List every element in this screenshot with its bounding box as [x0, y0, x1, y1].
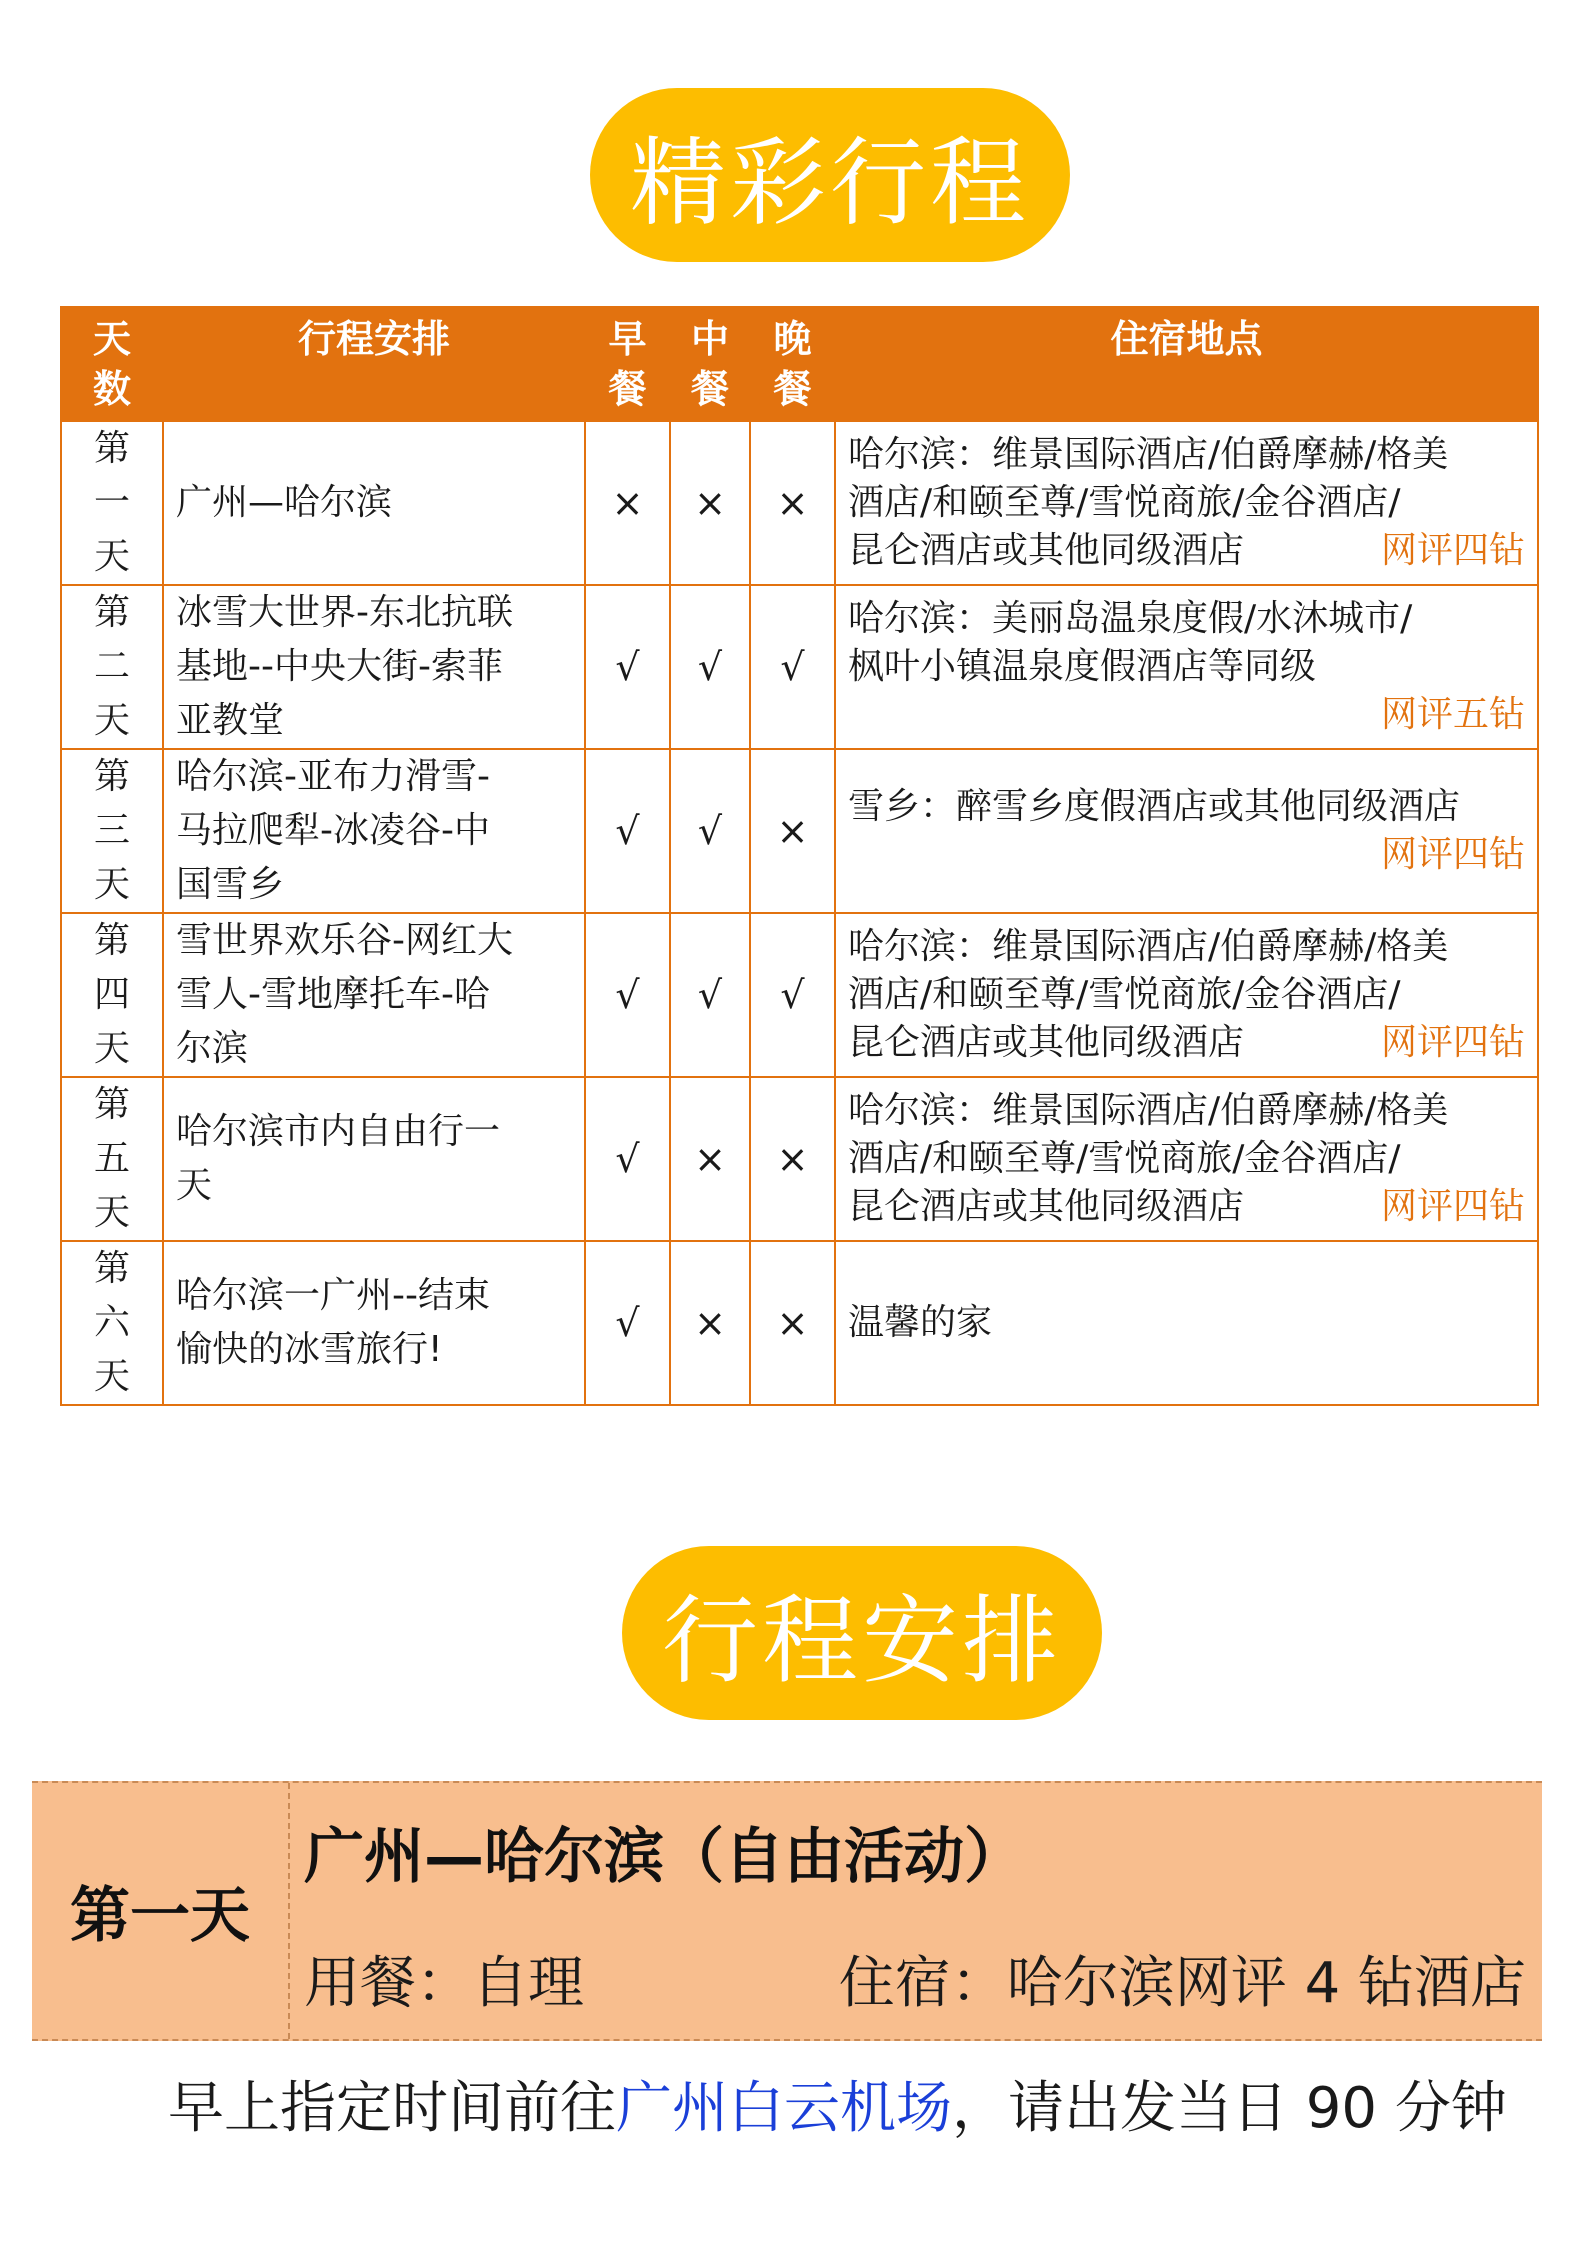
- hotel-cell: 哈尔滨：美丽岛温泉度假/水沐城市/ 枫叶小镇温泉度假酒店等同级 网评五钻: [835, 585, 1538, 749]
- table-row: [61, 1241, 1538, 1405]
- header-breakfast: 早 餐: [585, 307, 670, 421]
- breakfast-cell: √: [585, 913, 670, 1077]
- section-title-schedule: [622, 1546, 1102, 1720]
- section-title-text: 行程安排: [662, 1584, 1062, 1697]
- header-dinner: 晚 餐: [750, 307, 835, 421]
- header-route: 行程安排: [163, 307, 585, 421]
- header-lunch: 中 餐: [670, 307, 750, 421]
- lunch-cell: ×: [670, 1077, 750, 1241]
- table-row: [61, 1077, 1538, 1241]
- day-cell: 第 三 天: [61, 749, 163, 913]
- day-route-title: 广州—哈尔滨（自由活动）: [304, 1822, 1024, 1892]
- rating-badge: 网评四钻: [1380, 834, 1525, 875]
- dinner-cell: ×: [750, 421, 835, 585]
- airport-link[interactable]: 广州白云机场: [616, 2076, 952, 2141]
- rating-badge: 网评四钻: [1380, 530, 1525, 571]
- route-cell: 广州—哈尔滨: [163, 421, 585, 585]
- dinner-cell: √: [750, 913, 835, 1077]
- rating-badge: 网评五钻: [1380, 694, 1525, 735]
- route-cell: 哈尔滨市内自由行一 天: [163, 1077, 585, 1241]
- lunch-cell: √: [670, 749, 750, 913]
- route-cell: 雪世界欢乐谷-网红大 雪人-雪地摩托车-哈 尔滨: [163, 913, 585, 1077]
- table-row: [61, 749, 1538, 913]
- day-label: 第一天: [32, 1783, 290, 2039]
- hotel-cell: 哈尔滨：维景国际酒店/伯爵摩赫/格美 酒店/和颐至尊/雪悦商旅/金谷酒店/ 昆仑酒店或其他同级酒店 网评四钻: [835, 913, 1538, 1077]
- route-cell: 冰雪大世界-东北抗联 基地--中央大街-索菲 亚教堂: [163, 585, 585, 749]
- rating-badge: 网评四钻: [1380, 1022, 1525, 1063]
- day-description: 早上指定时间前往广州白云机场，请出发当日 90 分钟: [168, 2076, 1507, 2141]
- table-row: [61, 421, 1538, 585]
- day-cell: 第 六 天: [61, 1241, 163, 1405]
- itinerary-table: [60, 306, 1539, 1406]
- hotel-cell: 哈尔滨：维景国际酒店/伯爵摩赫/格美 酒店/和颐至尊/雪悦商旅/金谷酒店/ 昆仑酒店或其他同级酒店 网评四钻: [835, 421, 1538, 585]
- table-header-row: [61, 307, 1538, 421]
- route-cell: 哈尔滨-亚布力滑雪- 马拉爬犁-冰凌谷-中 国雪乡: [163, 749, 585, 913]
- lunch-cell: √: [670, 913, 750, 1077]
- day-cell: 第 二 天: [61, 585, 163, 749]
- header-hotel: 住宿地点: [835, 307, 1538, 421]
- lunch-cell: ×: [670, 1241, 750, 1405]
- hotel-cell: 雪乡：醉雪乡度假酒店或其他同级酒店 网评四钻: [835, 749, 1538, 913]
- table-row: [61, 585, 1538, 749]
- table-row: [61, 913, 1538, 1077]
- day-cell: 第 一 天: [61, 421, 163, 585]
- dinner-cell: √: [750, 585, 835, 749]
- lunch-cell: ×: [670, 421, 750, 585]
- day-cell: 第 四 天: [61, 913, 163, 1077]
- day-cell: 第 五 天: [61, 1077, 163, 1241]
- breakfast-cell: √: [585, 749, 670, 913]
- section-title-highlights: [590, 88, 1070, 262]
- rating-badge: 网评四钻: [1380, 1186, 1525, 1227]
- dinner-cell: ×: [750, 1241, 835, 1405]
- dinner-cell: ×: [750, 749, 835, 913]
- dinner-cell: ×: [750, 1077, 835, 1241]
- day-one-header: [32, 1781, 1542, 2041]
- breakfast-cell: √: [585, 1077, 670, 1241]
- day-stay-info: 住宿：哈尔滨网评 4 钻酒店: [838, 1951, 1526, 2016]
- breakfast-cell: ×: [585, 421, 670, 585]
- section-title-text: 精彩行程: [630, 126, 1030, 239]
- hotel-cell: 哈尔滨：维景国际酒店/伯爵摩赫/格美 酒店/和颐至尊/雪悦商旅/金谷酒店/ 昆仑酒店或其他同级酒店 网评四钻: [835, 1077, 1538, 1241]
- route-cell: 哈尔滨一广州--结束 愉快的冰雪旅行!: [163, 1241, 585, 1405]
- hotel-cell: 温馨的家: [835, 1241, 1538, 1405]
- header-day: 天 数: [61, 307, 163, 421]
- lunch-cell: √: [670, 585, 750, 749]
- day-meal-info: 用餐：自理: [304, 1951, 584, 2016]
- breakfast-cell: √: [585, 585, 670, 749]
- breakfast-cell: √: [585, 1241, 670, 1405]
